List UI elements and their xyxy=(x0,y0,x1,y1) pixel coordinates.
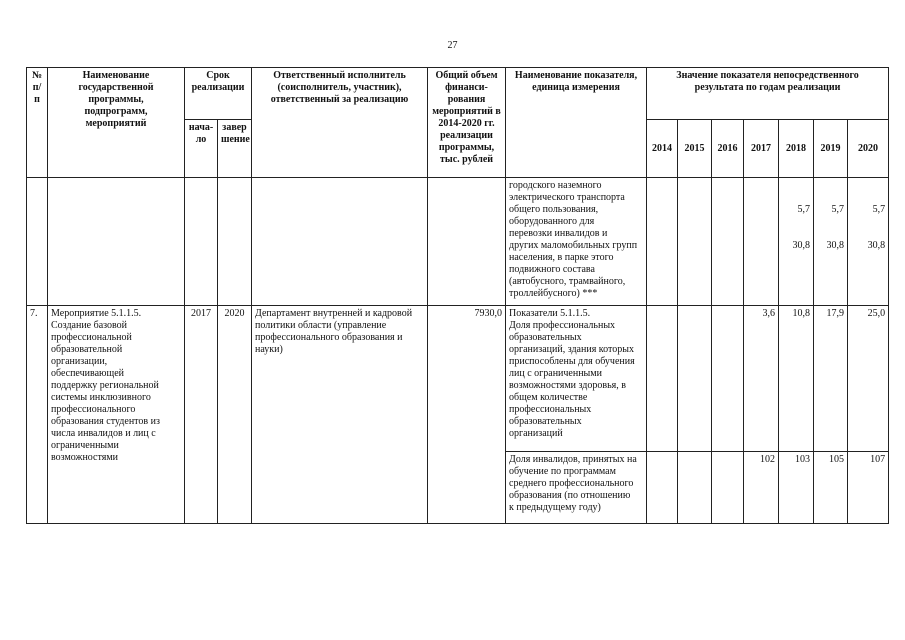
value-2019: 17,9 xyxy=(814,306,848,452)
value-2017 xyxy=(744,178,779,306)
value-2016 xyxy=(712,452,744,524)
year-2016-header: 2016 xyxy=(712,120,744,178)
indicator-cell: городского наземного электрического транспорта общего пользования, оборудованного для перевозки инвалидов и других маломобильных групп населения, в парке этого подвижного состава (автобусного, трамвайного, троллейбусного) *** xyxy=(506,178,647,306)
col-values-header: Значение показателя непосредственного результата по годам реализации xyxy=(647,68,889,120)
col-executor-header: Ответственный исполнитель (соисполнитель, участник), ответственный за реализацию xyxy=(252,68,428,178)
value-2019: 105 xyxy=(814,452,848,524)
col-end-header: завер шение xyxy=(218,120,252,178)
cell-empty xyxy=(48,178,185,306)
value-2014 xyxy=(647,452,678,524)
col-period-header: Срок реализации xyxy=(185,68,252,120)
col-start-header: нача- ло xyxy=(185,120,218,178)
year-2019-header: 2019 xyxy=(814,120,848,178)
value-2015 xyxy=(678,178,712,306)
cell-empty xyxy=(218,178,252,306)
year-2020-header: 2020 xyxy=(848,120,889,178)
executor: Департамент внутренней и кадровой политики области (управление профессионального образования и науки) xyxy=(252,306,428,524)
program-table xyxy=(26,67,889,524)
value-2019: 5,7 30,8 xyxy=(814,178,848,306)
value-2014 xyxy=(647,306,678,452)
page-number: 27 xyxy=(447,40,458,51)
value-2018: 103 xyxy=(779,452,814,524)
measure-name: Мероприятие 5.1.1.5. Создание базовой профессиональной образовательной организации, обеспечивающей поддержку региональной системы инклюзивного профессионального образования студентов из числа инвалидов и лиц с ограниченными возможностями xyxy=(48,306,185,524)
col-num-header: № п/п xyxy=(27,68,48,178)
col-funding-header: Общий объем финанси- рования мероприятий в 2014-2020 гг. реализации программы, тыс. рублей xyxy=(428,68,506,178)
value-2016 xyxy=(712,306,744,452)
row-number: 7. xyxy=(27,306,48,524)
indicator-cell: Доля инвалидов, принятых на обучение по программам среднего профессионального образования (по отношению к предыдущему году) xyxy=(506,452,647,524)
value-2014 xyxy=(647,178,678,306)
indicator-cell: Показатели 5.1.1.5. Доля профессиональных образовательных организаций, здания которых приспособлены для обучения лиц с ограниченными возможностями здоровья, в общем количестве профессиональных образовательных организаций xyxy=(506,306,647,452)
start-year: 2017 xyxy=(185,306,218,524)
value-2020: 25,0 xyxy=(848,306,889,452)
year-2014-header: 2014 xyxy=(647,120,678,178)
value-2018: 10,8 xyxy=(779,306,814,452)
table-row-continuation xyxy=(27,178,889,306)
value-2020: 107 xyxy=(848,452,889,524)
year-2018-header: 2018 xyxy=(779,120,814,178)
funding-amount: 7930,0 xyxy=(428,306,506,524)
cell-empty xyxy=(185,178,218,306)
table-row-measure-7 xyxy=(27,306,889,452)
cell-empty xyxy=(27,178,48,306)
value-2015 xyxy=(678,452,712,524)
cell-empty xyxy=(428,178,506,306)
header-row-1 xyxy=(27,68,889,120)
value-2020: 5,7 30,8 xyxy=(848,178,889,306)
col-indicator-header: Наименование показателя, единица измерения xyxy=(506,68,647,178)
end-year: 2020 xyxy=(218,306,252,524)
cell-empty xyxy=(252,178,428,306)
value-2015 xyxy=(678,306,712,452)
col-name-header: Наименование государственной программы, подпрограмм, мероприятий xyxy=(48,68,185,178)
value-2017: 3,6 xyxy=(744,306,779,452)
value-2018: 5,7 30,8 xyxy=(779,178,814,306)
year-2017-header: 2017 xyxy=(744,120,779,178)
value-2017: 102 xyxy=(744,452,779,524)
value-2016 xyxy=(712,178,744,306)
year-2015-header: 2015 xyxy=(678,120,712,178)
